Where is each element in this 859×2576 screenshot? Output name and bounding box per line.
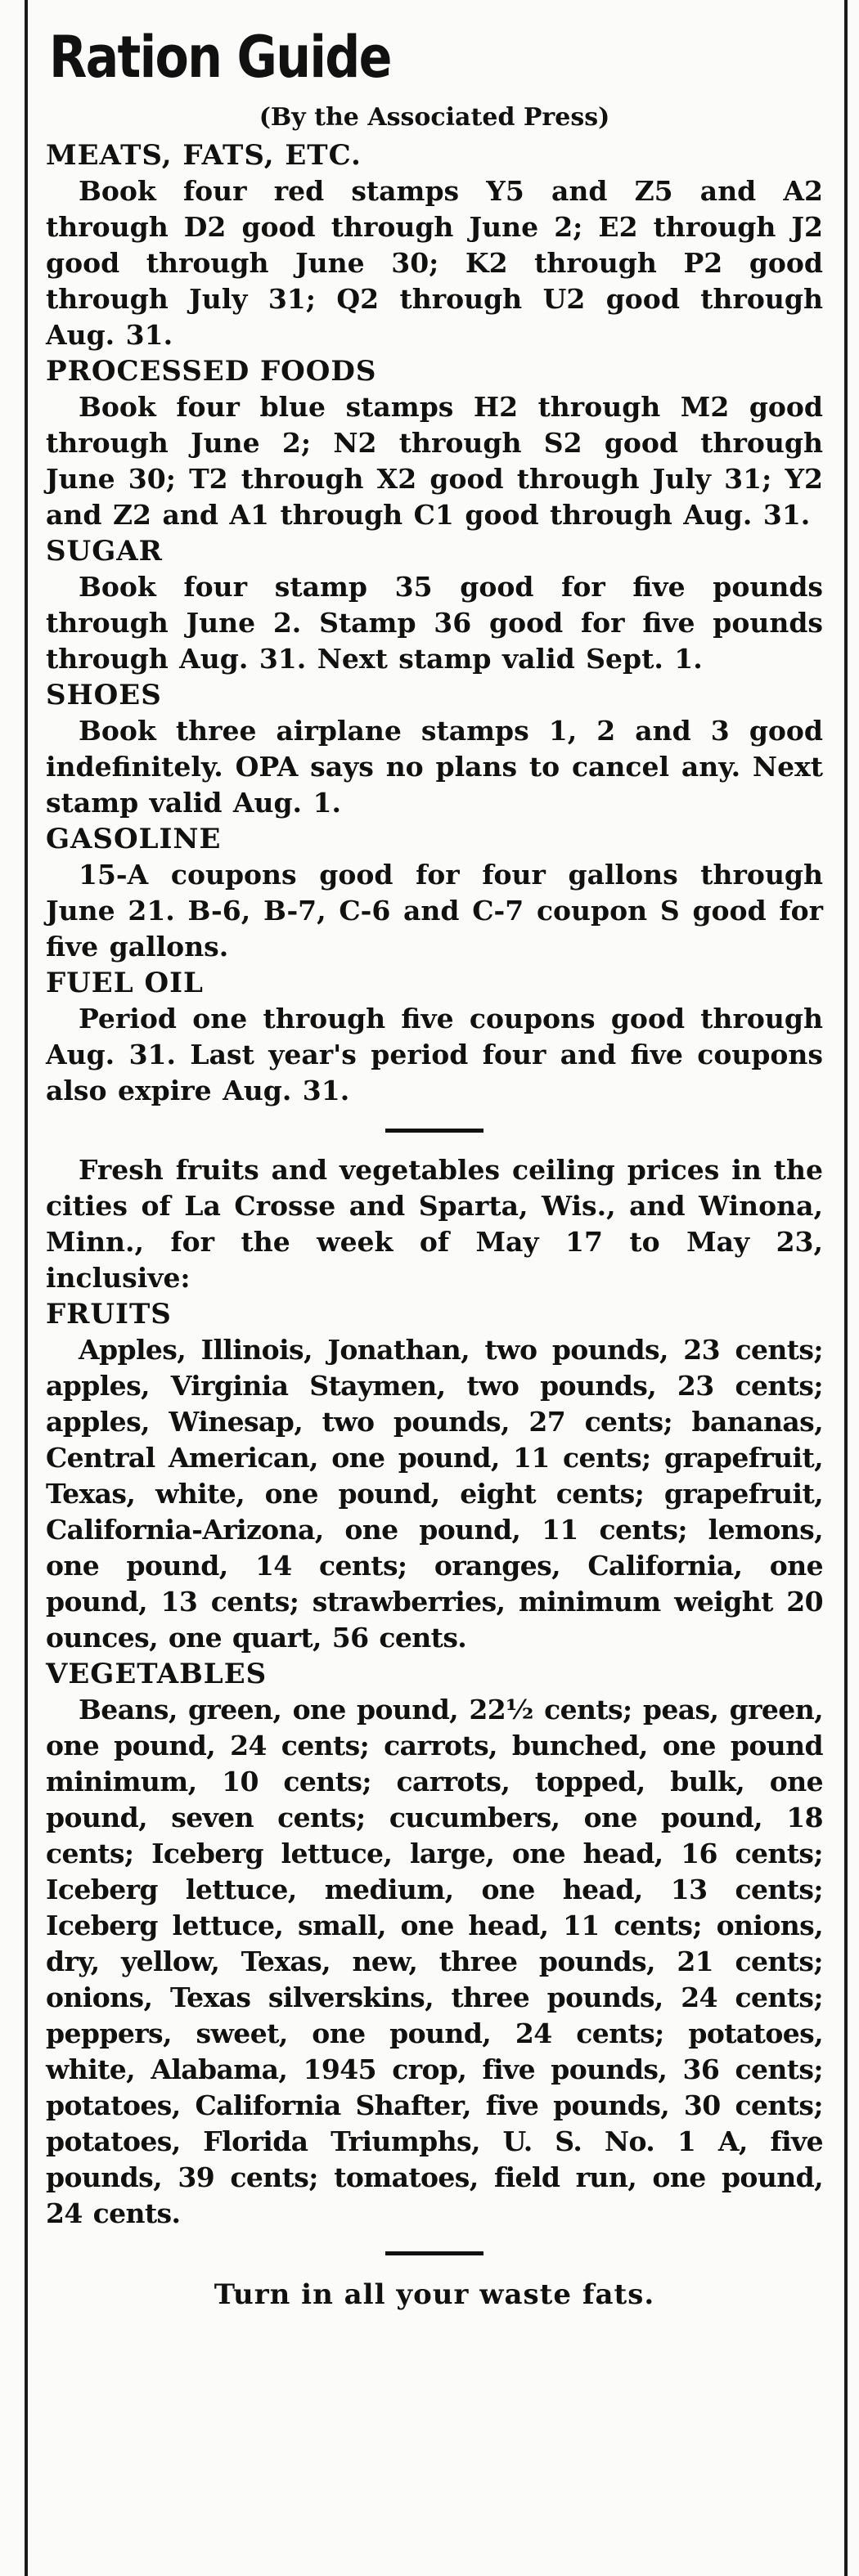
section-heading: SHOES xyxy=(46,679,162,711)
left-column-rule xyxy=(25,0,28,2576)
section-text: Period one through five coupons good through Aug. 31. Last year's period four and five coupons also expire Aug. 31. xyxy=(46,1003,823,1106)
section-text: Book four blue stamps H2 through M2 good through June 2; N2 through S2 good through June 30; T2 through X2 good through July 31; Y2 and Z2 and A1 through C1 good through Aug. 31. xyxy=(46,391,823,531)
section-vegetables xyxy=(46,1656,823,2232)
article-title: Ration Guide xyxy=(49,24,391,91)
section-text: Book four red stamps Y5 and Z5 and A2 through D2 good through June 2; E2 through J2 good through June 30; K2 through P2 good through July 31; Q2 through U2 good through Aug. 31. xyxy=(46,175,823,351)
section-text: Book four stamp 35 good for five pounds through June 2. Stamp 36 good for five pounds through Aug. 31. Next stamp valid Sept. 1. xyxy=(46,571,823,675)
section-shoes xyxy=(46,677,823,821)
section-heading: FRUITS xyxy=(46,1298,172,1331)
section-text: 15-A coupons good for four gallons through June 21. B-6, B-7, C-6 and C-7 coupon S good for five gallons. xyxy=(46,859,823,963)
section-text: Beans, green, one pound, 22½ cents; peas, green, one pound, 24 cents; carrots, bunched, one pound minimum, 10 cents; carrots, topped, bulk, one pound, seven cents; cucumbers, one pound, 18 cents; Iceberg lettuce, large, one head, 16 cents; Iceberg lettuce, medium, one head, 13 cents; Iceberg lettuce, small, one head, 11 cents; onions, dry, yellow, Texas, new, three pounds, 21 cents; onions, Texas silverskins, three pounds, 24 cents; peppers, sweet, one pound, 24 cents; potatoes, white, Alabama, 1945 crop, five pounds, 36 cents; potatoes, California Shafter, five pounds, 30 cents; potatoes, Florida Triumphs, U. S. No. 1 A, five pounds, 39 cents; tomatoes, field run, one pound, 24 cents. xyxy=(46,1694,823,2229)
prices-intro: Fresh fruits and vegetables ceiling prices in the cities of La Crosse and Sparta, Wis., and Winona, Minn., for the week of May 17 to May 23, inclusive: xyxy=(46,1154,823,1294)
section-heading: FUEL OIL xyxy=(46,967,204,999)
section-text: Book three airplane stamps 1, 2 and 3 good indefinitely. OPA says no plans to cancel any. Next stamp valid Aug. 1. xyxy=(46,715,823,819)
section-meats xyxy=(46,137,823,353)
section-heading: GASOLINE xyxy=(46,823,222,855)
section-heading: SUGAR xyxy=(46,535,163,568)
section-fruits xyxy=(46,1296,823,1656)
byline: (By the Associated Press) xyxy=(259,103,610,132)
section-heading: PROCESSED FOODS xyxy=(46,355,377,388)
section-fuel-oil xyxy=(46,965,823,1109)
section-heading: MEATS, FATS, ETC. xyxy=(46,139,362,172)
section-separator xyxy=(385,1129,483,1133)
right-column-rule xyxy=(844,0,848,2576)
article-column xyxy=(46,18,823,2314)
closing-line: Turn in all your waste fats. xyxy=(214,2278,655,2311)
section-gasoline xyxy=(46,821,823,965)
section-text: Apples, Illinois, Jonathan, two pounds, 23 cents; apples, Virginia Staymen, two pounds, 23 cents; apples, Winesap, two pounds, 27 cents; bananas, Central American, one pound, 11 cents; grapefruit, Texas, white, one pound, eight cents; grapefruit, California-Arizona, one pound, 11 cents; lemons, one pound, 14 cents; oranges, California, one pound, 13 cents; strawberries, minimum weight 20 ounces, one quart, 56 cents. xyxy=(46,1334,823,1654)
section-sugar xyxy=(46,533,823,677)
closing-separator xyxy=(385,2251,483,2255)
section-processed-foods xyxy=(46,353,823,533)
section-heading: VEGETABLES xyxy=(46,1658,268,1690)
